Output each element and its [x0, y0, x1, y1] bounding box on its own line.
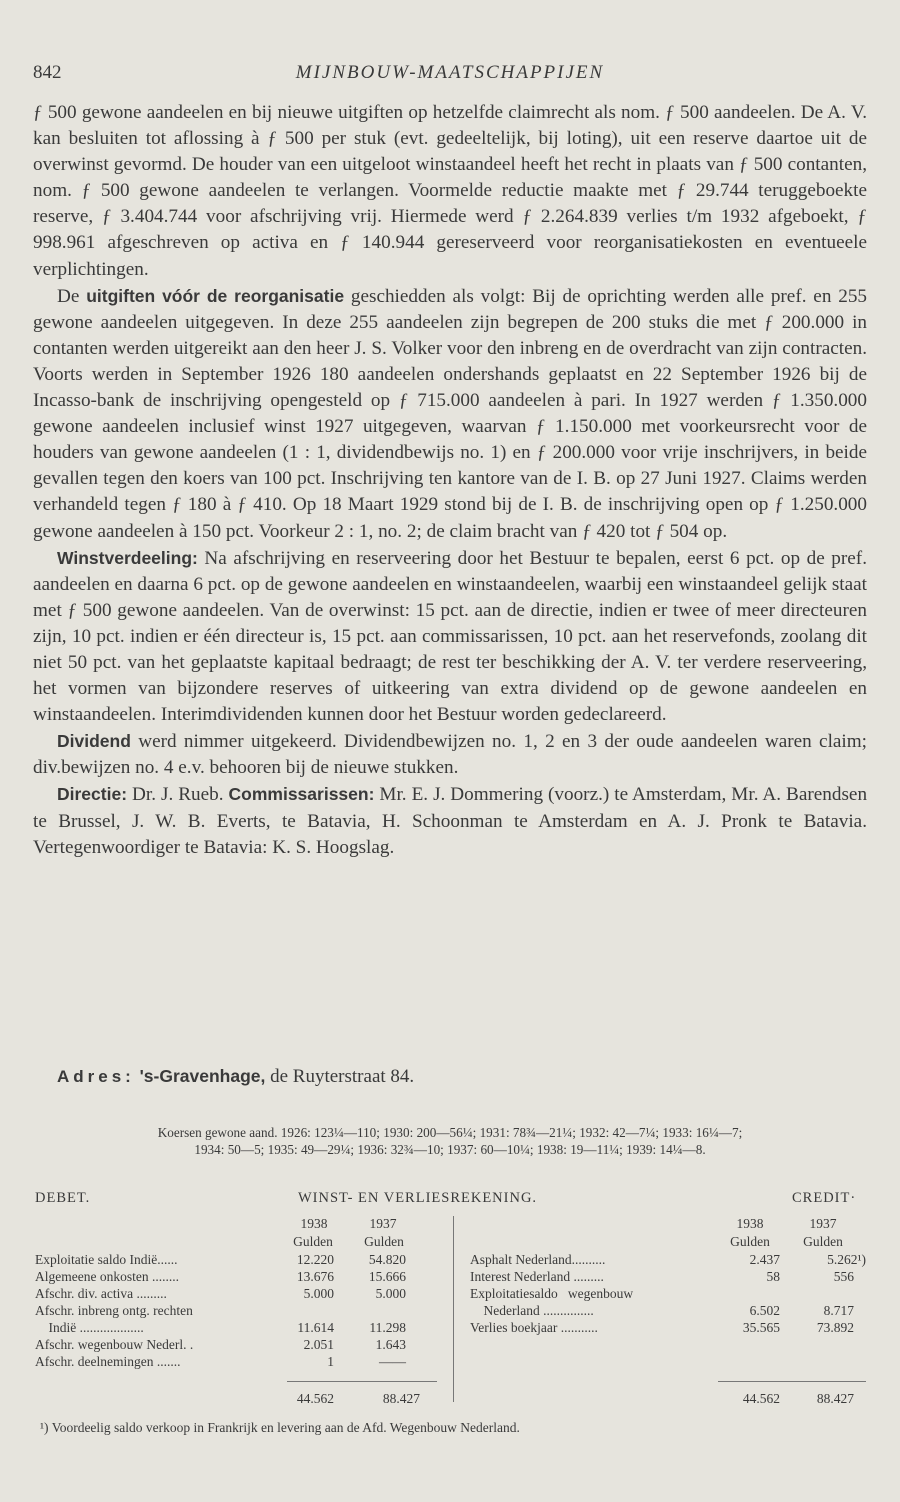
address-street: de Ruyterstraat 84. — [270, 1066, 415, 1087]
credit-total-1938: 44.562 — [742, 1391, 780, 1406]
debit-total-1937: 88.427 — [382, 1391, 420, 1406]
paragraph-directie — [33, 781, 867, 860]
debit-row-1937: 11.298 — [369, 1320, 406, 1335]
uitgiften-pre: De — [57, 285, 80, 307]
debit-row-1938: 12.220 — [296, 1252, 334, 1267]
paragraph-reductie: ƒ 500 gewone aandeelen en bij nieuwe uitgiften op hetzelfde claimrecht als nom. ƒ 500 aandeelen. De A. V. kan besluiten tot aflossing à ƒ 500 per stuk (evt. gedeeltelijk, bij loting), uit een reserve daartoe uit de overwinst gevormd. De houder van een uitgeloot winstaandeel heeft het recht in plaats van ƒ 500 contanten, nom. ƒ 500 gewone aandeelen te verlangen. Voormelde reductie maakte met ƒ 29.744 teruggeboekte reserve, ƒ 3.404.744 voor afschrijving vrij. Hiermede werd ƒ 2.264.839 verlies t/m 1932 afgeboekt, ƒ 998.961 afgeschreven op activa en ƒ 140.944 gereserveerd voor reorganisatiekosten en eventueele verplichtingen. — [33, 102, 867, 280]
debit-year-1937: 1937 — [369, 1216, 397, 1231]
uitgiften-heading: uitgiften vóór de reorganisatie — [86, 285, 345, 306]
koersen-block — [33, 1124, 867, 1158]
debit-row-1937: 1.643 — [375, 1337, 406, 1352]
debit-row-1937: 5.000 — [375, 1286, 406, 1301]
page-header — [33, 62, 867, 88]
credit-year-1938: 1938 — [736, 1216, 764, 1231]
credit-total-rule — [718, 1381, 866, 1382]
credit-row-1938: 6.502 — [749, 1303, 780, 1318]
debit-row-1938: 1 — [327, 1354, 334, 1369]
running-title: MIJNBOUW-MAATSCHAPPIJEN — [295, 62, 605, 83]
debit-year-1938: 1938 — [300, 1216, 328, 1231]
account-title: WINST- EN VERLIESREKENING. — [298, 1190, 538, 1206]
debit-unit-1937: Gulden — [364, 1234, 404, 1249]
credit-heading: CREDIT· — [792, 1190, 857, 1206]
address-city: 's-Gravenhage, — [139, 1066, 266, 1086]
page-number: 842 — [33, 62, 62, 83]
credit-row-1937: 73.892 — [816, 1320, 854, 1335]
credit-row-1938: 58 — [766, 1269, 780, 1284]
debit-row-1937: 15.666 — [368, 1269, 406, 1284]
koersen-line: Koersen gewone aand. 1926: 123¼—110; 1930: 200—56¼; 1931: 78¾—21¼; 1932: 42—7¼; 1933: 16¼—7; — [157, 1125, 743, 1140]
credit-total-1937: 88.427 — [816, 1391, 854, 1406]
debit-row-label: Exploitatie saldo Indië...... — [35, 1252, 178, 1267]
paragraph-dividend — [33, 728, 867, 781]
credit-unit-1938: Gulden — [730, 1234, 770, 1249]
credit-year-1937: 1937 — [809, 1216, 837, 1231]
debit-row-label: Algemeene onkosten ........ — [35, 1269, 179, 1284]
address-line — [57, 1066, 414, 1088]
address-label: Adres: — [57, 1067, 135, 1086]
debit-row-label: Afschr. inbreng ontg. rechten — [35, 1303, 193, 1318]
column-divider — [453, 1216, 454, 1402]
dividend-heading: Dividend — [57, 731, 131, 752]
directie-text: Dr. J. Rueb. — [132, 784, 224, 806]
debit-row-1937: —— — [379, 1354, 406, 1369]
credit-row-1938: 35.565 — [742, 1320, 780, 1335]
footnote-mark: ¹) — [40, 1420, 49, 1435]
debit-row-label: Afschr. deelnemingen ....... — [35, 1354, 181, 1369]
credit-row-1938: 2.437 — [749, 1252, 780, 1267]
footnote-text: Voordeelig saldo verkoop in Frankrijk en levering aan de Afd. Wegenbouw Nederland. — [51, 1420, 520, 1435]
paragraph-uitgiften — [33, 283, 867, 545]
paragraph-winstverdeeling — [33, 545, 867, 729]
commissarissen-text: Mr. E. J. Dommering (voorz.) te Amsterdam, Mr. A. Barendsen te Brussel, J. W. B. Everts, te Batavia, H. Schoonman te Amsterdam en A. J. Pronk te Batavia. Vertegenwoordiger te Batavia: K. S. Hoogslag. — [33, 784, 868, 858]
debit-row-1937: 54.820 — [368, 1252, 406, 1267]
winstverdeeling-heading: Winstverdeeling: — [57, 547, 198, 568]
credit-row-label: Nederland ............... — [470, 1303, 594, 1318]
debit-row-1938: 13.676 — [296, 1269, 334, 1284]
credit-row-1937: 8.717 — [823, 1303, 854, 1318]
credit-row-1937: 5.262¹) — [827, 1252, 866, 1267]
debit-unit-1938: Gulden — [293, 1234, 333, 1249]
debit-total-1938: 44.562 — [296, 1391, 334, 1406]
commissarissen-heading: Commissarissen: — [228, 784, 375, 805]
credit-row-label: Exploitatiesaldo wegenbouw — [470, 1286, 634, 1301]
debit-row-label: Afschr. wegenbouw Nederl. . — [35, 1337, 194, 1352]
uitgiften-text: geschiedden als volgt: Bij de oprichting werden alle pref. en 255 gewone aandeelen uitgegeven. In deze 255 aandeelen zijn begrepen de 200 stuks die met ƒ 200.000 in contanten werden uitgereikt aan den heer J. S. Volker voor den inbreng en de overdracht van zijn contracten. Voorts werden in September 1926 180 aandeelen ondershands geplaatst en 22 September 1926 bij de Incasso-bank de inschrijving opengesteld op ƒ 715.000 aandeelen à pari. In 1927 werden ƒ 1.350.000 gewone aandeelen inclusief winst 1927 uitgegeven, waarvan ƒ 1.150.000 met voorkeursrecht voor de houders van gewone aandeelen (1 : 1, dividendbewijs no. 1) en ƒ 200.000 voor vrije inschrijvers, in beide gevallen tegen den koers van 100 pct. Inschrijving ten kantore van de I. B. op 27 Juni 1927. Claims werden verhandeld tegen ƒ 180 à ƒ 410. Op 18 Maart 1929 stond bij de I. B. de inschrijving open op ƒ 1.250.000 gewone aandeelen à 150 pct. Voorkeur 2 : 1, no. 2; de claim bracht van ƒ 420 tot ƒ 504 op. — [33, 285, 868, 542]
credit-row-1937: 556 — [833, 1269, 854, 1284]
debit-row-label: Indië ................... — [35, 1320, 144, 1335]
credit-unit-1937: Gulden — [803, 1234, 843, 1249]
credit-row-label: Verlies boekjaar ........... — [470, 1320, 598, 1335]
directie-heading: Directie: — [57, 784, 128, 805]
debet-heading: DEBET. — [35, 1190, 91, 1206]
debit-row-label: Afschr. div. activa ......... — [35, 1286, 167, 1301]
body-text — [33, 100, 867, 861]
credit-row-label: Asphalt Nederland.......... — [470, 1252, 606, 1267]
winstverdeeling-text: Na afschrijving en reserveering door het Bestuur te bepalen, eerst 6 pct. op de pref. aandeelen en daarna 6 pct. op de gewone aandeelen en winstaandeelen, waarbij een winstaandeel gelijk staat met ƒ 500 gewone aandeelen. Van de overwinst: 15 pct. aan de directie, indien er twee of meer directeuren zijn, 10 pct. indien er één directeur is, 15 pct. aan commissarissen, 10 pct. aan het reservefonds, zoolang dit niet 50 pct. van het geplaatste kapitaal bedraagt; de rest ter beschikking der A. V. ter verdere reserveering, het vormen van bijzondere reserves of uitkeering van extra dividend op de gewone aandeelen en winstaandeelen. Interimdividenden kunnen door het Bestuur worden gedeclareerd. — [33, 547, 867, 726]
debit-row-1938: 2.051 — [303, 1337, 334, 1352]
dividend-text: werd nimmer uitgekeerd. Dividendbewijzen no. 1, 2 en 3 der oude aandeelen waren claim; div.bewijzen no. 4 e.v. behooren bij de nieuwe stukken. — [33, 731, 868, 779]
koersen-line: 1934: 50—5; 1935: 49—29¼; 1936: 32¾—10; 1937: 60—10¼; 1938: 19—11¼; 1939: 14¼—8. — [194, 1142, 706, 1157]
debit-row-1938: 5.000 — [303, 1286, 334, 1301]
debit-row-1938: 11.614 — [297, 1320, 334, 1335]
credit-row-label: Interest Nederland ......... — [470, 1269, 604, 1284]
footnote — [40, 1420, 520, 1436]
debit-total-rule — [287, 1381, 437, 1382]
